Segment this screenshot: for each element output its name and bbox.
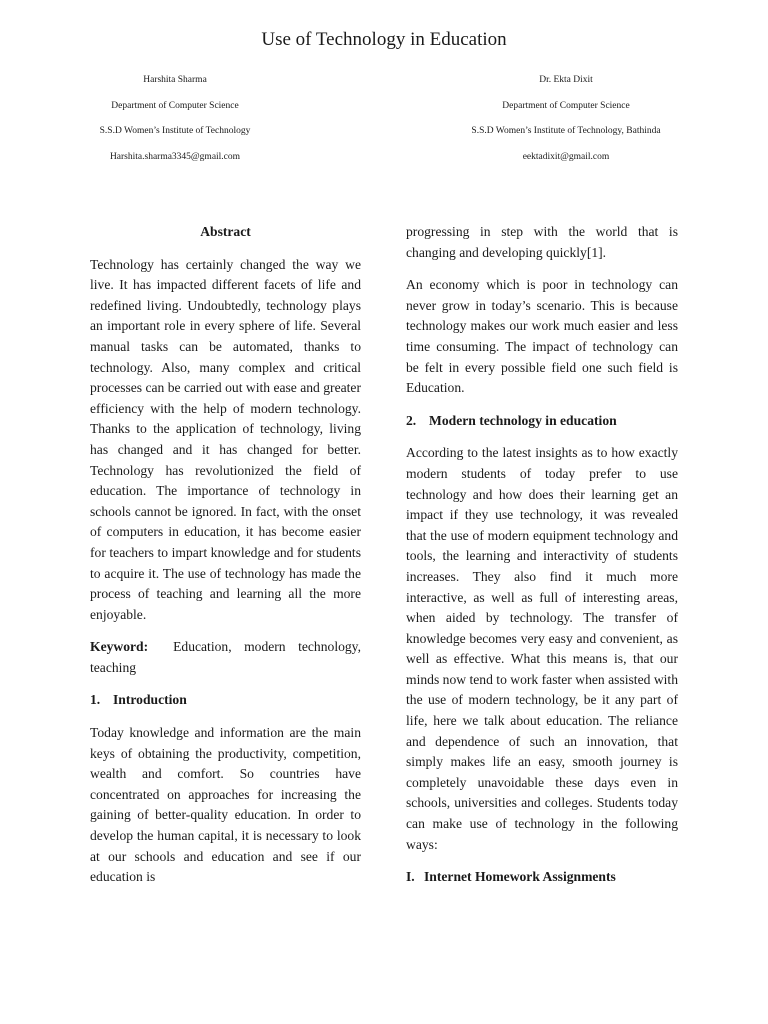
author-name: Dr. Ekta Dixit [539,75,593,85]
author-block-2 [420,68,712,170]
introduction-paragraph-1-continued: progressing in step with the world that is changing and developing quickly[1]. [406,224,678,260]
section-title: Modern technology in education [429,412,617,428]
keywords-label: Keyword: [90,639,149,655]
section-title: Introduction [113,692,187,708]
introduction-paragraph-1: Today knowledge and information are the main keys of obtaining the productivity, competition, wealth and comfort. So countries have concentrated on approaches for increasing the gaining of better-quality education. In order to develop the human capital, it is necessary to look at our schools and education and see if our education is [90,725,361,885]
right-column [406,222,678,900]
section-heading-introduction [90,690,361,711]
left-column [90,222,361,900]
author-institution: S.S.D Women’s Institute of Technology [99,126,251,136]
keywords [90,637,361,678]
author-email: eektadixit@gmail.com [522,151,610,162]
abstract-heading: Abstract [200,224,251,239]
author-department: Department of Computer Science [502,100,630,111]
author-institution: S.S.D Women’s Institute of Technology, Bathinda [471,126,661,136]
section-number: 1. [90,692,101,708]
keywords-text: Education, modern technology, teaching [90,639,361,675]
section-number: 2. [406,412,417,428]
author-department: Department of Computer Science [111,100,239,111]
subsection-title: Internet Homework Assignments [424,869,616,885]
author-block-1 [30,68,320,170]
subsection-heading-internet-homework [406,867,678,888]
modern-technology-paragraph: According to the latest insights as to how exactly modern students of today prefer to use technology and how does their learning get an impact if they use technology, it was revealed that the use of modern equipment technology and tools, the learning and interactivity of students increases. They also find it much more interactive, as well as full of interesting areas, when aided by technology. The transfer of knowledge becomes very easy and convenient, as well as effective. What this means is, that our minds now tend to work faster when assisted with the use of modern technology, be it any part of life, here we talk about education. The reliance and dependence of such an innovation, that simply makes life an easy, smooth journey is completely unavoidable these days even in schools, universities and colleges. Students today can make use of technology in the following ways: [406,445,678,852]
author-name: Harshita Sharma [143,75,207,85]
paper-title: Use of Technology in Education [261,29,507,50]
section-heading-modern-technology [406,411,678,432]
abstract-text: Technology has certainly changed the way we live. It has impacted different facets of life and redefined living. Undoubtedly, technology plays an important role in every sphere of life. Several manual tasks can be automated, thanks to technology. Also, many complex and critical processes can be carried out with ease and greater efficiency with the help of modern technology. Thanks to the application of technology, living has changed and it has changed for better. Technology has revolutionized the field of education. The importance of technology in schools cannot be ignored. In fact, with the onset of computers in education, it has become easier for teachers to impart knowledge and for students to acquire it. The use of technology has made the process of teaching and learning all the more enjoyable. [90,256,361,622]
subsection-number: I. [406,869,415,885]
author-email: Harshita.sharma3345@gmail.com [109,151,241,162]
introduction-paragraph-2: An economy which is poor in technology can never grow in today’s scenario. This is because technology makes our work much easier and less time consuming. The impact of technology can be felt in every possible field one such field is Education. [406,277,678,396]
